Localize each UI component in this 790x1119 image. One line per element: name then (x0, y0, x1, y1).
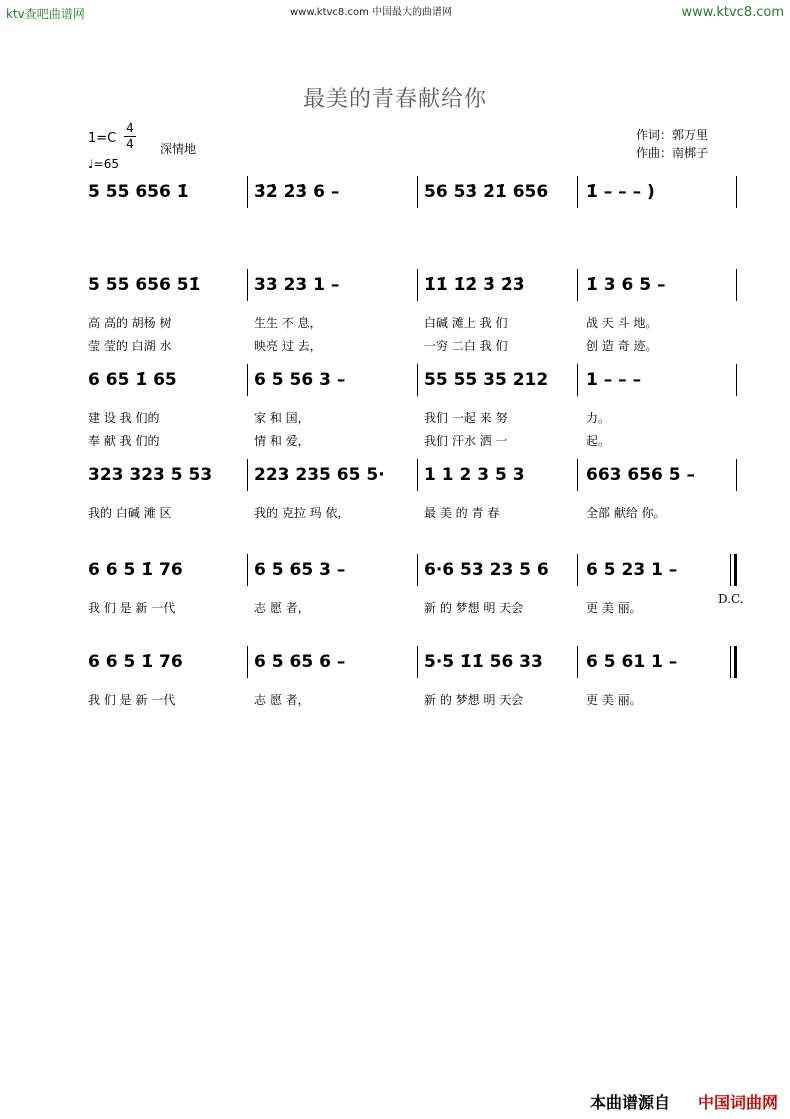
barline (734, 554, 737, 586)
barline (247, 554, 248, 586)
barline (736, 459, 737, 491)
barline (577, 459, 578, 491)
barline (577, 554, 578, 586)
lyric-segment: 映亮 过 去， (254, 339, 322, 353)
barline (577, 364, 578, 396)
lyric-segment: 我们 一起 来 努 (424, 411, 508, 425)
barline-inner (730, 554, 731, 586)
lyric-segment: 我的 白碱 滩 区 (88, 506, 172, 520)
measure-notes: 663 656 5 – (586, 465, 696, 485)
barline (247, 176, 248, 208)
measure-notes: 6 5 23 1 – (586, 560, 678, 580)
measure-notes: 6·6 53 23 5 6 (424, 560, 549, 580)
lyric-segment: 白碱 滩上 我 们 (424, 316, 508, 330)
barline (417, 176, 418, 208)
measure-notes: 5·5 1̇1̇ 56 33 (424, 652, 543, 672)
lyric-segment: 更 美 丽。 (586, 693, 642, 707)
measure-notes: 5 55 656 1̇ (88, 182, 189, 202)
lyric-segment: 我的 克拉 玛 依， (254, 506, 350, 520)
lyricist-credit: 作词：郭万里 (636, 128, 709, 142)
lyric-segment: 战 天 斗 地。 (586, 316, 658, 330)
lyric-segment: 新 的 梦想 明 天会 (424, 693, 524, 707)
time-signature-top: 4 (126, 121, 134, 135)
measure-notes: 6 6 5 1̇ 76 (88, 652, 183, 672)
measure-notes: 1 1 2 3 5 3 (424, 465, 525, 485)
barline (577, 176, 578, 208)
barline (417, 459, 418, 491)
lyric-segment: 情 和 爱， (254, 434, 310, 448)
song-title: 最美的青春献给你 (302, 87, 487, 112)
barline (736, 176, 737, 208)
measure-notes: 6 5 56 3 – (254, 370, 346, 390)
footer-site-name[interactable]: 中国词曲网 (697, 1093, 778, 1112)
measure-notes: 6 5 65 6 – (254, 652, 346, 672)
barline (736, 364, 737, 396)
footer-source-label: 本曲谱源自 (589, 1093, 670, 1112)
composer-credit: 作曲：南梆子 (636, 146, 709, 160)
lyric-segment: 最 美 的 青 春 (424, 506, 500, 520)
measure-notes: 3̇2̇ 2̇3̇ 6 – (254, 182, 340, 202)
lyric-segment: 更 美 丽。 (586, 601, 642, 615)
lyric-segment: 莹 莹的 白湖 水 (88, 339, 172, 353)
header-site-right[interactable]: www.ktvc8.com (681, 5, 784, 20)
barline (577, 269, 578, 301)
barline (577, 646, 578, 678)
lyric-segment: 生生 不 息， (254, 316, 322, 330)
barline (417, 364, 418, 396)
barline (734, 646, 737, 678)
lyric-segment: 我 们 是 新 一代 (88, 693, 176, 707)
barline (247, 646, 248, 678)
time-signature-bottom: 4 (126, 137, 134, 151)
lyric-segment: 起。 (586, 434, 611, 448)
da-capo-mark: D.C. (718, 592, 744, 606)
measure-notes: 56 53̇ 2̇1̇ 656 (424, 182, 549, 202)
header-site-center[interactable]: www.ktvc8.com 中国最大的曲谱网 (290, 7, 453, 18)
lyric-segment: 我们 汗水 洒 一 (424, 434, 508, 448)
measure-notes: 6 6 5 1̇ 76 (88, 560, 183, 580)
key-signature: 1=C (88, 131, 117, 146)
barline (247, 364, 248, 396)
measure-notes: 223 235 65 5· (254, 465, 385, 485)
measure-notes: 1̇ 3 6 5 – (586, 275, 666, 295)
header-site-left[interactable]: ktv查吧曲谱网 (6, 7, 85, 21)
barline (247, 269, 248, 301)
expression-mark: 深情地 (160, 142, 197, 156)
barline (736, 269, 737, 301)
barline (417, 269, 418, 301)
measure-notes: 33 23 1 – (254, 275, 340, 295)
lyric-segment: 力。 (586, 411, 611, 425)
lyric-segment: 建 设 我 们的 (88, 411, 160, 425)
measure-notes: 6 5 65 3 – (254, 560, 346, 580)
tempo-mark: ♩=65 (88, 157, 119, 171)
measure-notes: 1̇1̇ 1̇2̇ 3̇ 2̇3̇ (424, 275, 525, 295)
measure-notes: 5 55 656 51̇ (88, 275, 201, 295)
lyric-segment: 志 愿 者， (254, 601, 310, 615)
lyric-segment: 家 和 国， (254, 411, 310, 425)
barline (417, 554, 418, 586)
lyric-segment: 奉 献 我 们的 (88, 434, 160, 448)
lyric-segment: 志 愿 者， (254, 693, 310, 707)
measure-notes: 6 65 1̇ 65 (88, 370, 177, 390)
barline (247, 459, 248, 491)
barline (417, 646, 418, 678)
measure-notes: 55 55 35 212 (424, 370, 549, 390)
measure-notes: 1̇ – – – ) (586, 182, 655, 202)
measure-notes: 6 5 61 1 – (586, 652, 678, 672)
barline-inner (730, 646, 731, 678)
measure-notes: 1 – – – (586, 370, 642, 390)
lyric-segment: 一穷 二白 我 们 (424, 339, 508, 353)
lyric-segment: 全部 献给 你。 (586, 506, 666, 520)
lyric-segment: 高 高的 胡杨 树 (88, 316, 172, 330)
lyric-segment: 新 的 梦想 明 天会 (424, 601, 524, 615)
lyric-segment: 我 们 是 新 一代 (88, 601, 176, 615)
measure-notes: 323 323 5 53 (88, 465, 213, 485)
time-signature (124, 121, 136, 152)
lyric-segment: 创 造 奇 迹。 (586, 339, 658, 353)
